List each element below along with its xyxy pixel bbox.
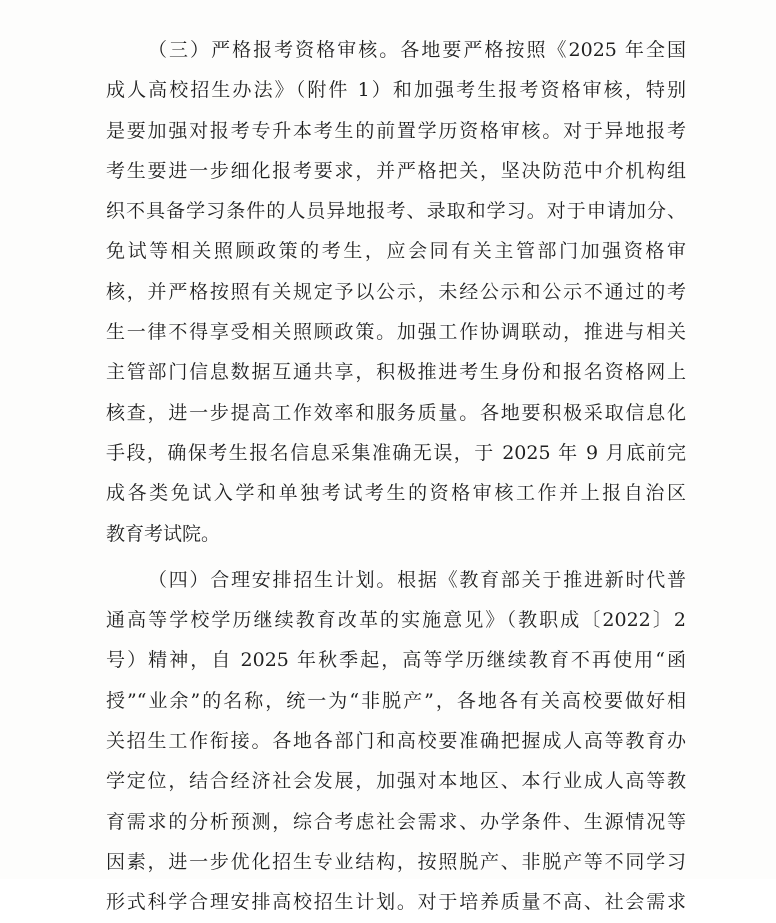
text-line: 手段，确保考生报名信息采集准确无误，于 2025 年 9 月底前完 bbox=[106, 441, 686, 464]
text-line: 成人高校招生办法》（附件 1）和加强考生报考资格审核，特别 bbox=[106, 79, 686, 102]
paragraph-enrollment-plan bbox=[106, 560, 686, 923]
text-line: 因素，进一步优化招生专业结构，按照脱产、非脱产等不同学习 bbox=[106, 850, 686, 873]
text-line: 核，并严格按照有关规定予以公示，未经公示和公示不通过的考 bbox=[106, 280, 686, 303]
text-line: 育需求的分析预测，综合考虑社会需求、办学条件、生源情况等 bbox=[106, 810, 686, 833]
text-line: （四）合理安排招生计划。根据《教育部关于推进新时代普 bbox=[148, 568, 686, 591]
text-line: 主管部门信息数据互通共享，积极推进考生身份和报名资格网上 bbox=[106, 361, 686, 384]
text-line: 是要加强对报考专升本考生的前置学历资格审核。对于异地报考 bbox=[106, 119, 686, 142]
text-line: 号）精神，自 2025 年秋季起，高等学历继续教育不再使用“函 bbox=[106, 649, 686, 672]
text-line: 关招生工作衔接。各地各部门和高校要准确把握成人高等教育办 bbox=[106, 730, 686, 753]
text-line: 生一律不得享受相关照顾政策。加强工作协调联动，推进与相关 bbox=[106, 321, 686, 344]
text-line: 授”“业余”的名称，统一为“非脱产”，各地各有关高校要做好相 bbox=[106, 689, 686, 712]
text-line: 教育考试院。 bbox=[106, 522, 221, 545]
text-line: 形式科学合理安排高校招生计划。对于培养质量不高、社会需求 bbox=[106, 891, 686, 914]
text-line: 免试等相关照顾政策的考生，应会同有关主管部门加强资格审 bbox=[106, 240, 686, 263]
text-line: 学定位，结合经济社会发展，加强对本地区、本行业成人高等教 bbox=[106, 770, 686, 793]
text-line: 考生要进一步细化报考要求，并严格把关，坚决防范中介机构组 bbox=[106, 159, 686, 182]
text-line: 通高等学校学历继续教育改革的实施意见》（教职成〔2022〕2 bbox=[106, 609, 686, 632]
text-line: 核查，进一步提高工作效率和服务质量。各地要积极采取信息化 bbox=[106, 401, 686, 424]
text-line: 成各类免试入学和单独考试考生的资格审核工作并上报自治区 bbox=[106, 482, 686, 505]
text-line: （三）严格报考资格审核。各地要严格按照《2025 年全国 bbox=[148, 39, 686, 61]
document-body bbox=[106, 30, 686, 923]
text-line: 织不具备学习条件的人员异地报考、录取和学习。对于申请加分、 bbox=[106, 200, 686, 223]
paragraph-qualification-review bbox=[106, 30, 686, 554]
